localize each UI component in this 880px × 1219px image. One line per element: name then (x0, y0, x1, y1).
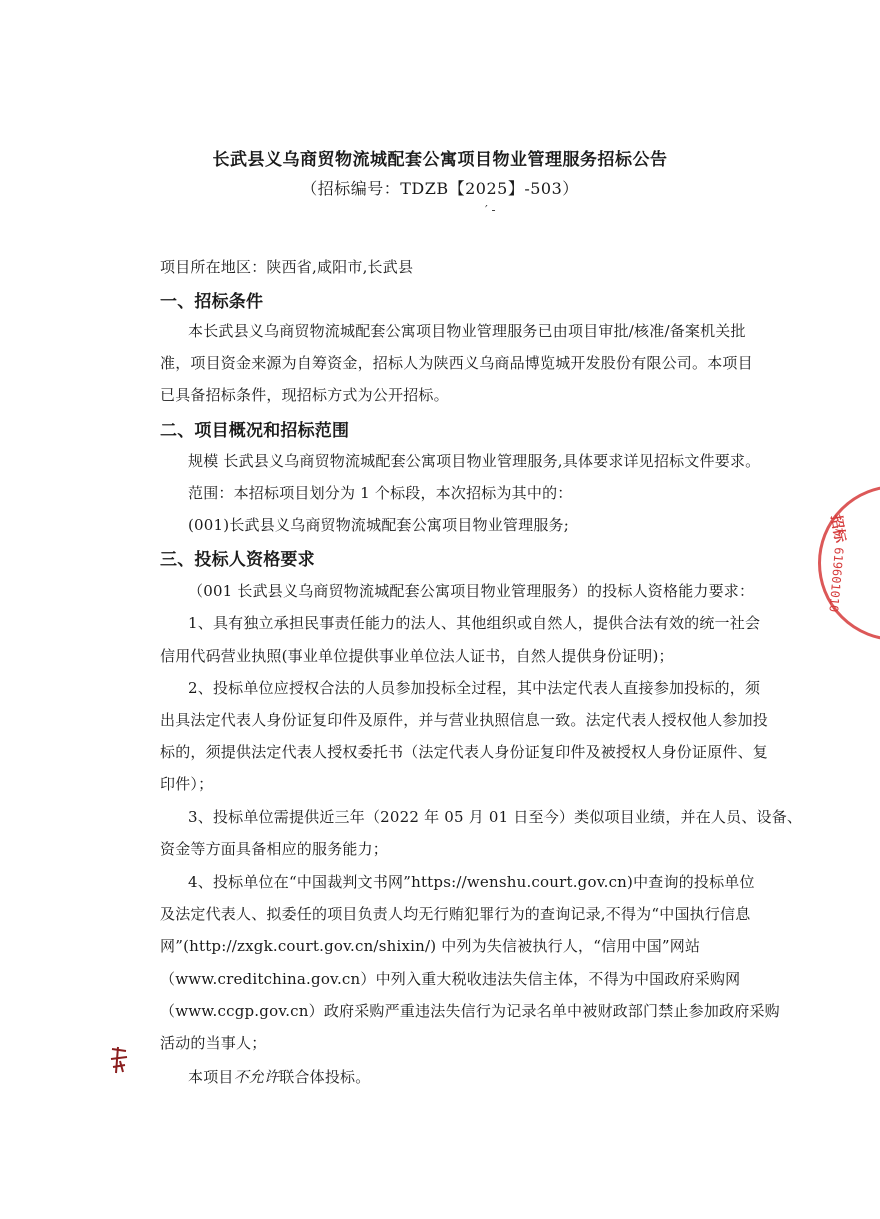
consortium-not-allowed: 不允许 (233, 1068, 280, 1086)
tender-number: （招标编号：TDZB【2025】-503） (301, 179, 579, 198)
region-line: 项目所在地区：陕西省,咸阳市,长武县 (160, 258, 414, 276)
section-3-line: （001 长武县义乌商贸物流城配套公寓项目物业管理服务）的投标人资格能力要求： (188, 582, 755, 600)
section-3-line: 信用代码营业执照(事业单位提供事业单位法人证书，自然人提供身份证明)； (160, 647, 674, 665)
section-1-line: 已具备招标条件，现招标方式为公开招标。 (160, 386, 449, 404)
section-3-line: 活动的当事人； (160, 1034, 267, 1052)
section-2-heading: 二、项目概况和招标范围 (160, 421, 350, 441)
section-1-heading: 一、招标条件 (160, 292, 264, 312)
section-3-line: 2、投标单位应授权合法的人员参加投标全过程，其中法定代表人直接参加投标的，须 (188, 679, 761, 697)
consortium-line (188, 1066, 370, 1087)
consortium-suffix: 联合体投标。 (279, 1068, 371, 1086)
seal-characters: 招标 (827, 513, 848, 544)
section-3-line: 印件）； (160, 775, 214, 793)
company-seal (818, 485, 880, 641)
section-3-line: （www.creditchina.gov.cn）中列入重大税收违法失信主体，不得为中国政府采购网 (160, 970, 741, 988)
section-3-line: 3、投标单位需提供近三年（2022 年 05 月 01 日至今）类似项目业绩，并在人员、设备、 (188, 808, 803, 826)
section-1-line: 准，项目资金来源为自筹资金，招标人为陕西义乌商品博览城开发股份有限公司。本项目 (160, 354, 753, 372)
section-3-line: 1、具有独立承担民事责任能力的法人、其他组织或自然人，提供合法有效的统一社会 (188, 614, 761, 632)
section-2-line: (001)长武县义乌商贸物流城配套公寓项目物业管理服务; (188, 516, 569, 534)
section-3-line: 4、投标单位在“中国裁判文书网”https://wenshu.court.gov.cn)中查询的投标单位 (188, 873, 755, 891)
section-3-line: 及法定代表人、拟委任的项目负责人均无行贿犯罪行为的查询记录,不得为“中国执行信息 (160, 905, 751, 923)
section-3-heading: 三、投标人资格要求 (160, 550, 315, 570)
consortium-prefix: 本项目 (188, 1068, 234, 1086)
section-3-line: 资金等方面具备相应的服务能力； (160, 840, 389, 858)
seal-number: 619601010 (826, 546, 846, 613)
section-1-line: 本长武县义乌商贸物流城配套公寓项目物业管理服务已由项目审批/核准/备案机关批 (188, 322, 746, 340)
section-3-line: 出具法定代表人身份证复印件及原件，并与营业执照信息一致。法定代表人授权他人参加投 (160, 711, 769, 729)
section-3-line: 标的，须提供法定代表人授权委托书（法定代表人身份证复印件及被授权人身份证原件、复 (160, 743, 769, 761)
signature-mark (108, 1045, 130, 1075)
section-2-line: 范围：本招标项目划分为 1 个标段，本次招标为其中的： (188, 484, 573, 502)
section-3-line: （www.ccgp.gov.cn）政府采购严重违法失信行为记录名单中被财政部门禁止参加政府采购 (160, 1002, 780, 1020)
section-3-line: 网”(http://zxgk.court.gov.cn/shixin/) 中列为失信被执行人，“信用中国”网站 (160, 937, 701, 955)
stray-mark: ′ - (485, 203, 496, 217)
section-2-line: 规模 长武县义乌商贸物流城配套公寓项目物业管理服务,具体要求详见招标文件要求。 (188, 452, 761, 470)
document-title: 长武县义乌商贸物流城配套公寓项目物业管理服务招标公告 (212, 150, 668, 170)
